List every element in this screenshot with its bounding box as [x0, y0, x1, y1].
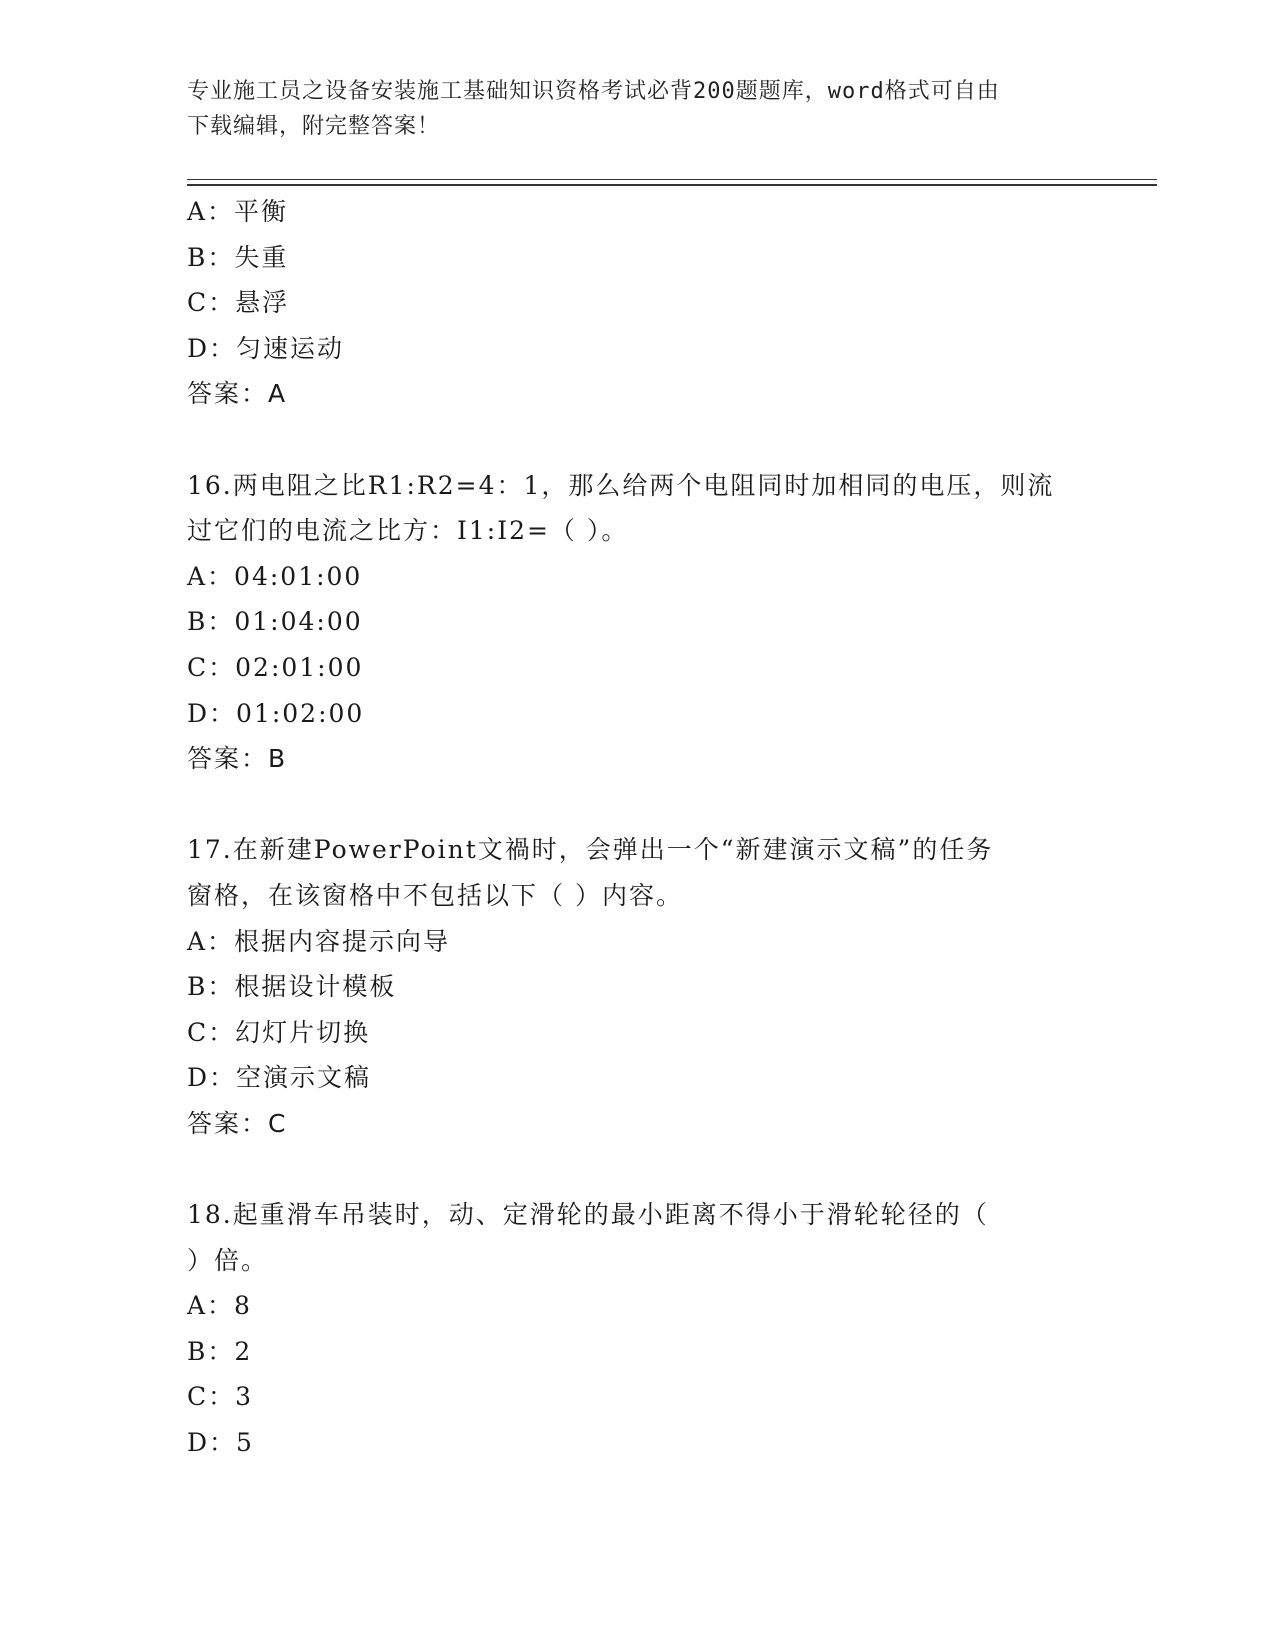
- question-16: [187, 463, 1147, 782]
- q16-stem-line-2: 过它们的电流之比方：I1:I2=（ ）。: [187, 516, 629, 546]
- document-header: [187, 74, 1067, 144]
- header-rule-thick: [187, 184, 1157, 186]
- header-rule-thin: [187, 179, 1157, 180]
- spacer: [187, 417, 1147, 463]
- q18-stem-line-2: ）倍。: [187, 1245, 269, 1275]
- q16-answer: 答案：B: [187, 744, 288, 774]
- q15-option-c: C：悬浮: [187, 288, 290, 318]
- q17-stem-line-1: 17.在新建PowerPoint文禍时，会弹出一个“新建演示文稿”的任务: [187, 835, 994, 865]
- q15-option-a: A：平衡: [187, 197, 289, 226]
- q16-stem-line-1: 16.两电阻之比R1:R2=4：1，那么给两个电阻同时加相同的电压，则流: [187, 470, 1055, 500]
- q17-option-c: C：幻灯片切换: [187, 1017, 371, 1047]
- q16-option-c: C：02:01:00: [187, 652, 364, 682]
- q18-option-a: A：8: [187, 1291, 252, 1321]
- q16-option-a: A：04:01:00: [187, 561, 363, 591]
- q17-option-b: B：根据设计模板: [187, 972, 397, 1002]
- q18-stem-line-1: 18.起重滑车吊装时，动、定滑轮的最小距离不得小于滑轮轮径的（: [187, 1200, 989, 1230]
- q16-option-b: B：01:04:00: [187, 607, 363, 637]
- q17-stem-line-2: 窗格，在该窗格中不包括以下（ ）内容。: [187, 880, 683, 910]
- header-line-1: 专业施工员之设备安装施工基础知识资格考试必背200题题库，word格式可自由: [187, 79, 1000, 104]
- q15-option-d: D：匀速运动: [187, 333, 345, 363]
- q15-option-b: B：失重: [187, 242, 289, 272]
- q18-option-c: C：3: [187, 1382, 254, 1412]
- q17-option-d: D：空演示文稿: [187, 1063, 372, 1093]
- q18-option-d: D：5: [187, 1428, 254, 1458]
- q17-option-a: A：根据内容提示向导: [187, 926, 451, 956]
- spacer: [187, 782, 1147, 828]
- question-list: [187, 189, 1147, 1466]
- question-17: [187, 827, 1147, 1146]
- q18-option-b: B：2: [187, 1336, 253, 1366]
- header-line-2: 下载编辑，附完整答案！: [187, 114, 441, 139]
- q16-option-d: D：01:02:00: [187, 698, 365, 728]
- q15-answer: 答案：A: [187, 379, 288, 409]
- q17-answer: 答案：C: [187, 1108, 288, 1138]
- question-15: [187, 189, 1147, 417]
- spacer: [187, 1146, 1147, 1192]
- question-18: [187, 1192, 1147, 1466]
